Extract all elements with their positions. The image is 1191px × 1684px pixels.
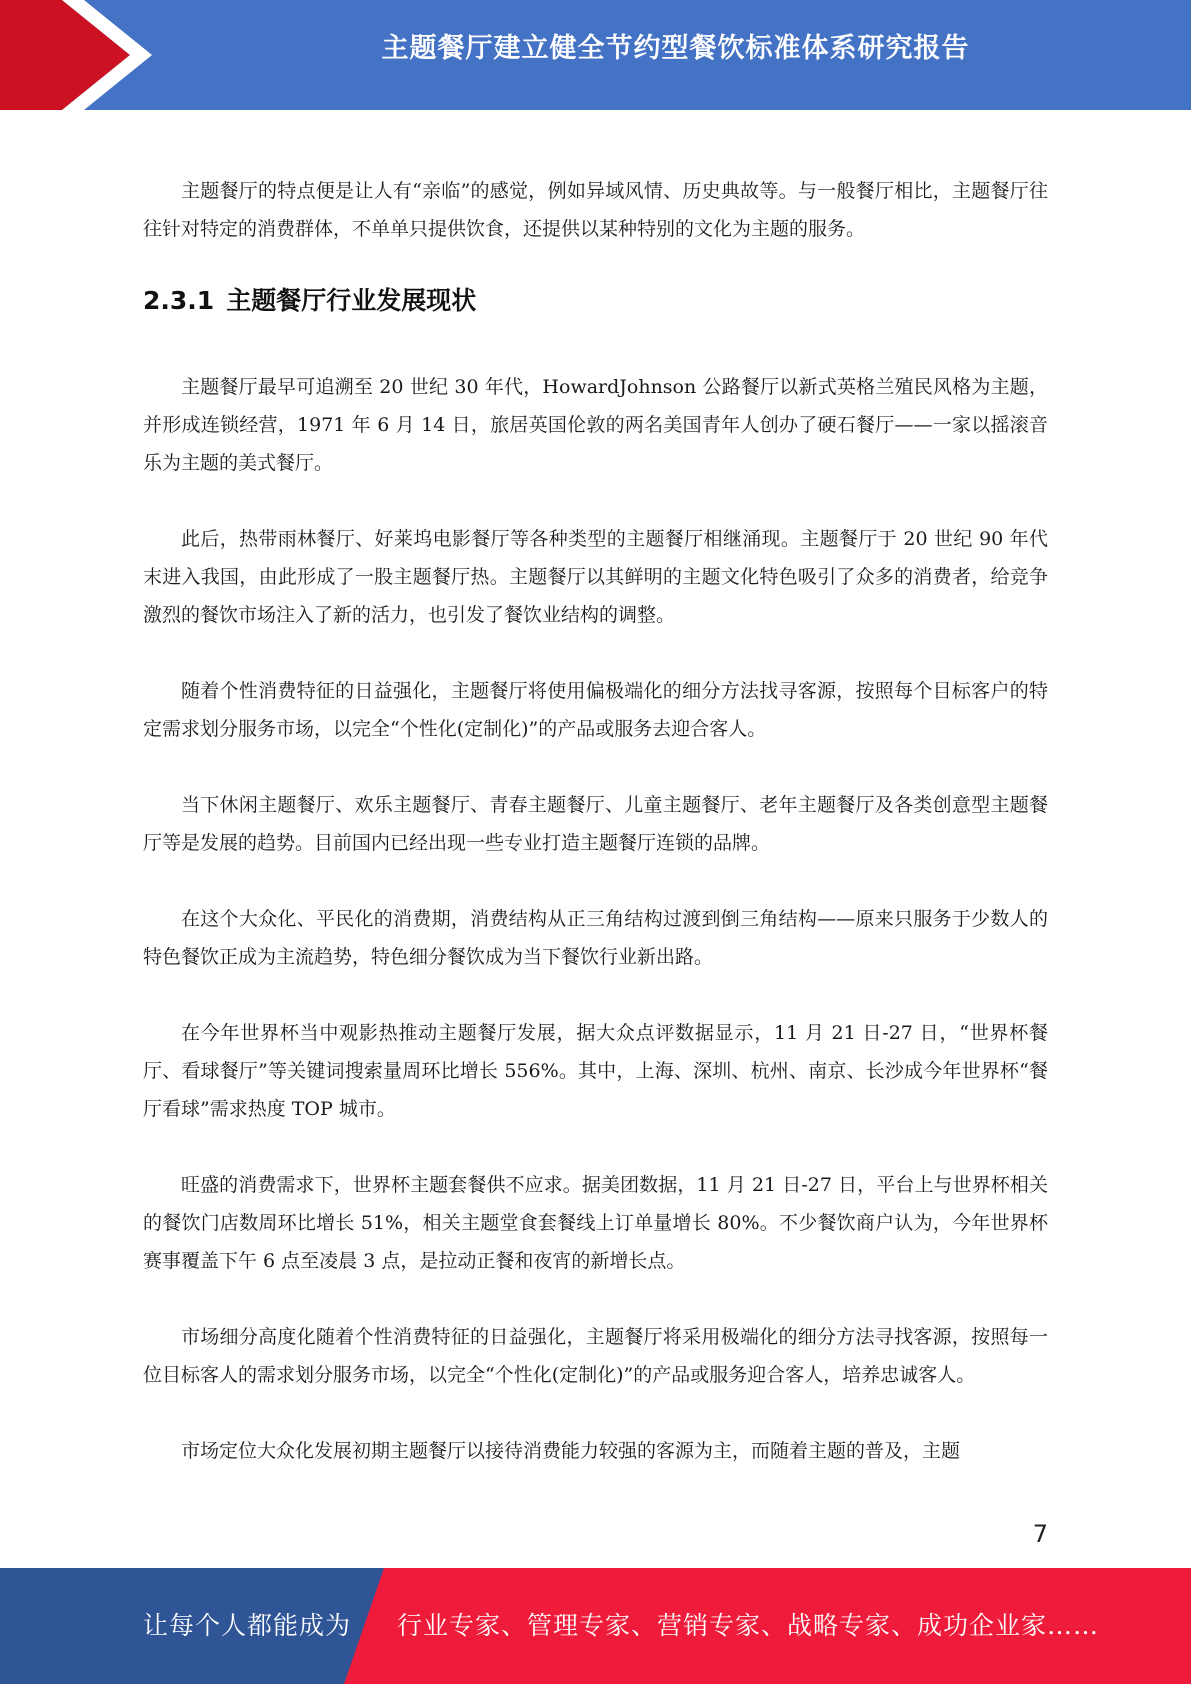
page-header (0, 0, 1191, 110)
paragraph: 在今年世界杯当中观影热推动主题餐厅发展，据大众点评数据显示，11 月 21 日-27 日，“世界杯餐厅、看球餐厅”等关键词搜索量周环比增长 556%。其中，上海、深圳、杭州、南京、长沙成今年世界杯“餐厅看球”需求热度 TOP 城市。 (143, 1022, 1048, 1120)
intro-paragraph: 主题餐厅的特点便是让人有“亲临”的感觉，例如异域风情、历史典故等。与一般餐厅相比，主题餐厅往往针对特定的消费群体，不单单只提供饮食，还提供以某种特别的文化为主题的服务。 (143, 180, 1048, 240)
page-number: 7 (1032, 1520, 1048, 1548)
header-arrow-decoration (0, 0, 160, 110)
section-number: 2.3.1 (143, 286, 215, 315)
paragraph: 市场细分高度化随着个性消费特征的日益强化，主题餐厅将采用极端化的细分方法寻找客源，按照每一位目标客人的需求划分服务市场，以完全“个性化(定制化)”的产品或服务迎合客人，培养忠诚客人。 (143, 1326, 1048, 1386)
paragraph: 在这个大众化、平民化的消费期，消费结构从正三角结构过渡到倒三角结构——原来只服务于少数人的特色餐饮正成为主流趋势，特色细分餐饮成为当下餐饮行业新出路。 (143, 908, 1048, 968)
paragraph: 随着个性消费特征的日益强化，主题餐厅将使用偏极端化的细分方法找寻客源，按照每个目标客户的特定需求划分服务市场，以完全“个性化(定制化)”的产品或服务去迎合客人。 (143, 680, 1048, 740)
section-title: 主题餐厅行业发展现状 (226, 286, 477, 315)
paragraph: 旺盛的消费需求下，世界杯主题套餐供不应求。据美团数据，11 月 21 日-27 日，平台上与世界杯相关的餐饮门店数周环比增长 51%，相关主题堂食套餐线上订单量增长 80%。不少餐饮商户认为，今年世界杯赛事覆盖下午 6 点至凌晨 3 点，是拉动正餐和夜宵的新增长点。 (143, 1174, 1048, 1272)
paragraph: 当下休闲主题餐厅、欢乐主题餐厅、青春主题餐厅、儿童主题餐厅、老年主题餐厅及各类创意型主题餐厅等是发展的趋势。目前国内已经出现一些专业打造主题餐厅连锁的品牌。 (143, 794, 1048, 854)
footer-slogan-right: 行业专家、管理专家、营销专家、战略专家、成功企业家…… (397, 1611, 1100, 1640)
section-heading (143, 284, 1048, 318)
footer-slogan-left: 让每个人都能成为 (143, 1611, 352, 1640)
report-title: 主题餐厅建立健全节约型餐饮标准体系研究报告 (381, 33, 970, 64)
paragraph: 主题餐厅最早可追溯至 20 世纪 30 年代，HowardJohnson 公路餐厅以新式英格兰殖民风格为主题，并形成连锁经营，1971 年 6 月 14 日，旅居英国伦敦的两名美国青年人创办了硬石餐厅——一家以摇滚音乐为主题的美式餐厅。 (143, 376, 1048, 474)
paragraph: 市场定位大众化发展初期主题餐厅以接待消费能力较强的客源为主，而随着主题的普及，主题 (181, 1440, 961, 1462)
page-footer (0, 1568, 1191, 1684)
paragraph: 此后，热带雨林餐厅、好莱坞电影餐厅等各种类型的主题餐厅相继涌现。主题餐厅于 20 世纪 90 年代末进入我国，由此形成了一股主题餐厅热。主题餐厅以其鲜明的主题文化特色吸引了众多的消费者，给竞争激烈的餐饮市场注入了新的活力，也引发了餐饮业结构的调整。 (143, 528, 1048, 626)
document-body (143, 172, 1048, 1470)
